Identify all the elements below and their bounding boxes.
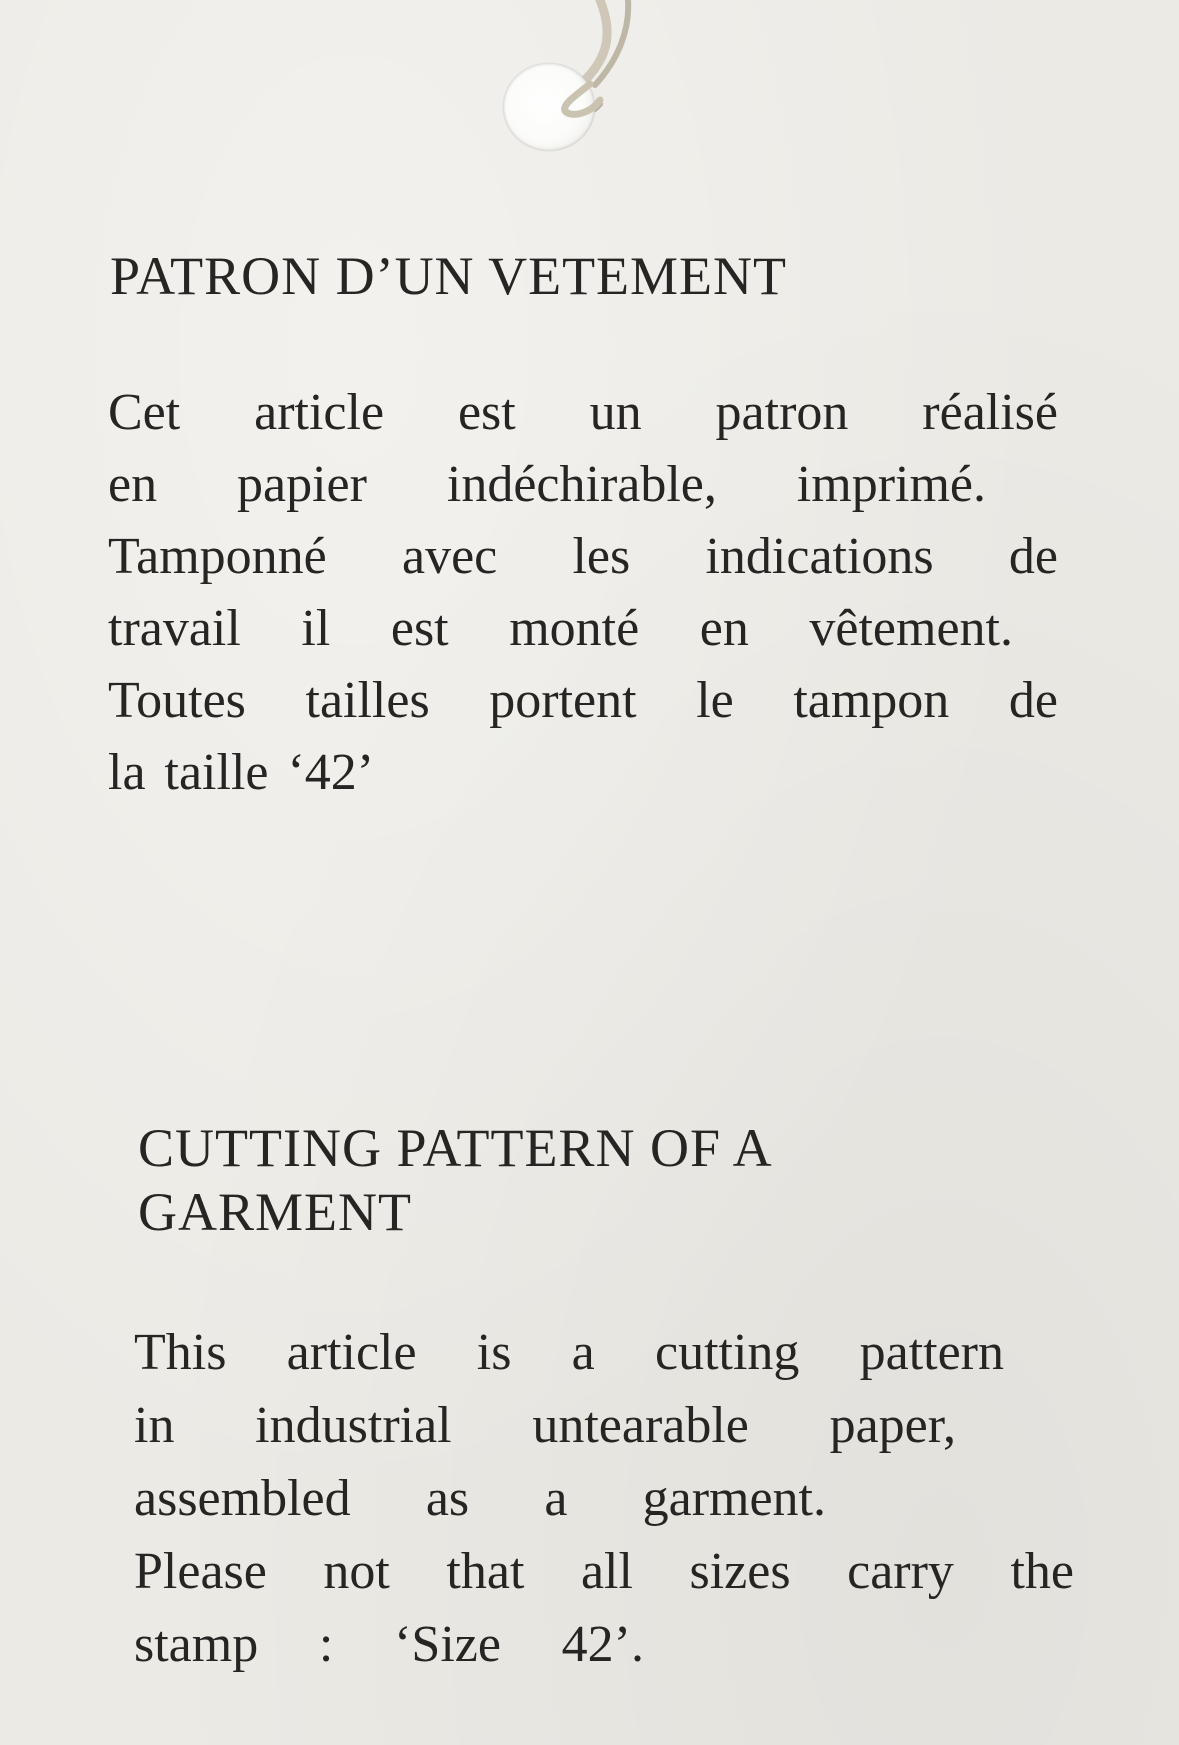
french-line: Toutes tailles portent le tampon de	[108, 672, 1058, 729]
english-title	[138, 1116, 988, 1244]
tag-string-icon	[0, 0, 1179, 160]
english-line: This article is a cutting pattern	[134, 1324, 1004, 1381]
french-description	[108, 377, 1058, 809]
french-line: en papier indéchirable, imprimé.	[108, 456, 986, 513]
french-line: la taille ‘42’	[108, 744, 375, 801]
french-line: travail il est monté en vêtement.	[108, 600, 1013, 657]
french-title: PATRON D’UN VETEMENT	[110, 246, 788, 306]
tag-string-loop-icon	[0, 0, 1179, 160]
english-line: in industrial untearable paper,	[134, 1397, 956, 1454]
french-line: Cet article est un patron réalisé	[108, 384, 1058, 441]
french-line: Tamponné avec les indications de	[108, 528, 1058, 585]
english-line: Please not that all sizes carry the	[134, 1543, 1074, 1600]
english-line: stamp : ‘Size 42’.	[134, 1616, 644, 1673]
english-description	[134, 1316, 1079, 1681]
punch-hole-icon	[503, 63, 595, 151]
english-title-line: CUTTING PATTERN OF A	[138, 1118, 773, 1178]
english-title-line: GARMENT	[138, 1182, 412, 1242]
english-line: assembled as a garment.	[134, 1470, 826, 1527]
